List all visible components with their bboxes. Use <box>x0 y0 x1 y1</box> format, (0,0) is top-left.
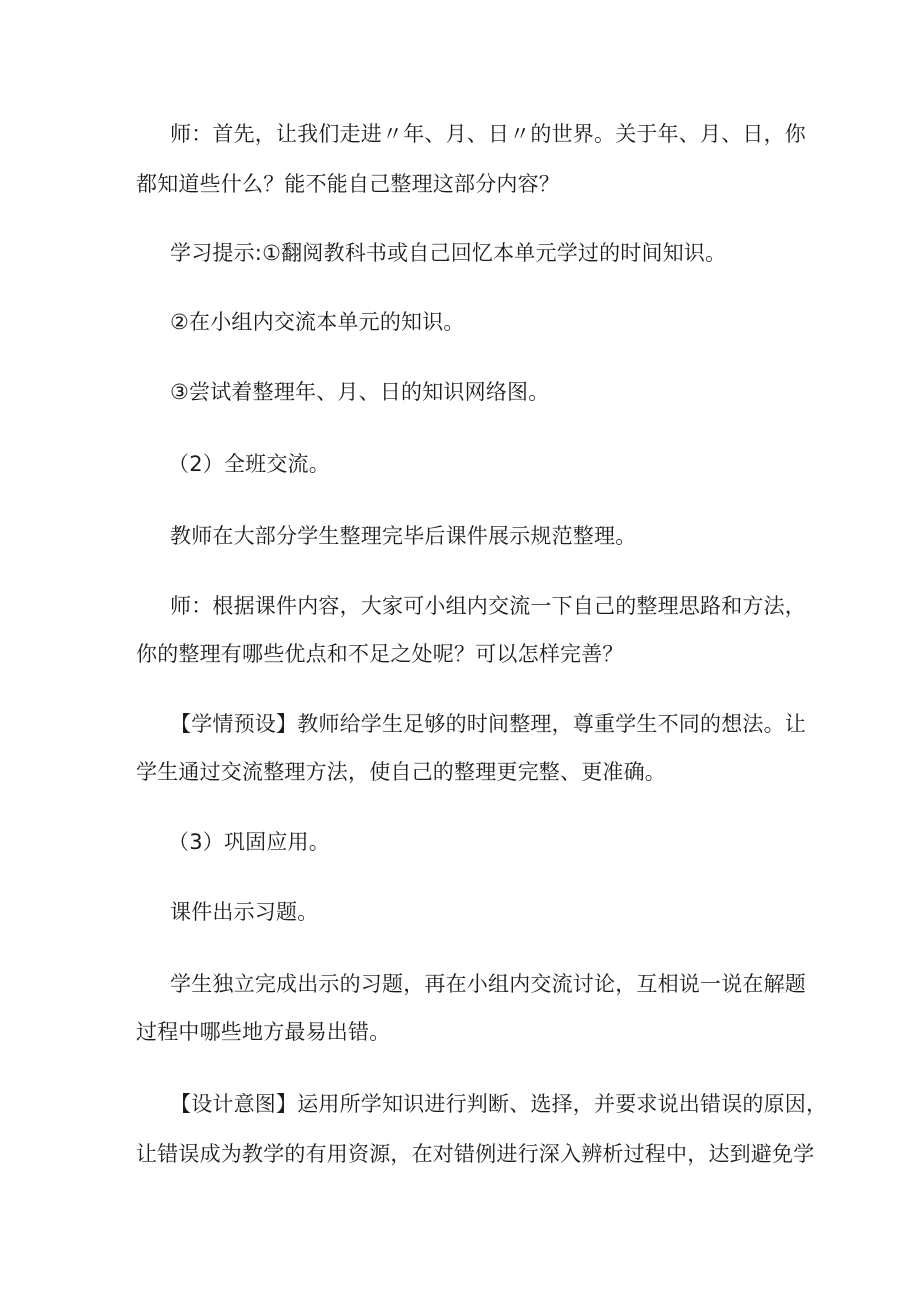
paragraph-line: 【设计意图】运用所学知识进行判断、选择，并要求说出错误的原因， <box>170 1092 828 1116</box>
paragraph-line: 学习提示:①翻阅教科书或自己回忆本单元学过的时间知识。 <box>170 241 727 265</box>
paragraph-line: 师：根据课件内容，大家可小组内交流一下自己的整理思路和方法， <box>170 594 806 618</box>
paragraph-line: 【学情预设】教师给学生足够的时间整理，尊重学生不同的想法。让 <box>170 712 806 736</box>
paragraph-line: （3）巩固应用。 <box>168 830 330 854</box>
paragraph-line: ③尝试着整理年、月、日的知识网络图。 <box>170 380 550 404</box>
paragraph-line: 都知道些什么？能不能自己整理这部分内容？ <box>136 172 560 196</box>
paragraph-line: （2）全班交流。 <box>168 452 330 476</box>
paragraph-line: 让错误成为教学的有用资源，在对错例进行深入辨析过程中，达到避免学 <box>136 1142 815 1166</box>
paragraph-line: 你的整理有哪些优点和不足之处呢？可以怎样完善？ <box>136 642 624 666</box>
paragraph-line: 过程中哪些地方最易出错。 <box>136 1020 391 1044</box>
paragraph-line: 学生通过交流整理方法，使自己的整理更完整、更准确。 <box>136 760 666 784</box>
paragraph-line: 课件出示习题。 <box>170 900 319 924</box>
paragraph-line: 学生独立完成出示的习题，再在小组内交流讨论，互相说一说在解题 <box>170 972 806 996</box>
paragraph-line: 教师在大部分学生整理完毕后课件展示规范整理。 <box>170 524 637 548</box>
paragraph-line: ②在小组内交流本单元的知识。 <box>170 310 465 334</box>
paragraph-line: 师：首先，让我们走进〃年、月、日〃的世界。关于年、月、日，你 <box>170 122 806 146</box>
